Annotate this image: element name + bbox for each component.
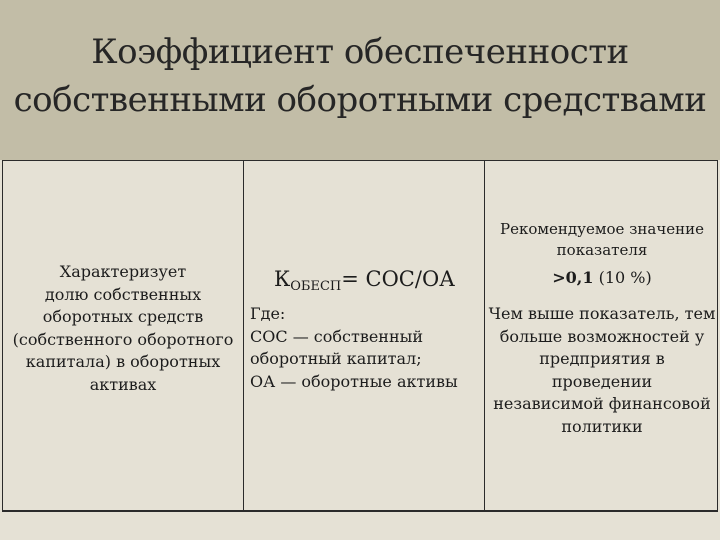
- recommended-value-note: (10 %): [593, 268, 652, 287]
- note-line: независимой финансовой: [493, 394, 711, 413]
- formula-subscript: ОБЕСП: [290, 279, 342, 294]
- note-line: Чем выше показатель, тем: [488, 304, 716, 323]
- formula-symbol: К: [274, 267, 291, 291]
- description-line: Характеризует: [59, 262, 187, 281]
- note-line: больше возможностей у: [499, 326, 705, 346]
- description-line: (собственного оборотного: [12, 329, 234, 349]
- description-text: [3, 261, 243, 396]
- definition-line: ОА — оборотные активы: [250, 371, 458, 391]
- recommended-value-main: >0,1: [552, 268, 594, 287]
- formula-cell: [244, 161, 484, 510]
- description-line: долю собственных: [44, 284, 202, 304]
- formula-expression: [274, 265, 474, 297]
- title-band: [0, 0, 720, 160]
- definition-line: СОС — собственный: [250, 326, 424, 346]
- note-line: проведении: [551, 371, 653, 391]
- definition-line: оборотный капитал;: [250, 349, 422, 368]
- slide-title: [0, 28, 720, 124]
- description-line: оборотных средств: [42, 307, 204, 326]
- description-cell: [3, 161, 243, 510]
- slide-title-line-2: собственными оборотными средствами: [13, 80, 707, 120]
- recommended-value: [485, 267, 719, 289]
- recommended-title: [485, 219, 719, 261]
- note-line: политики: [561, 416, 643, 436]
- recommended-cell: [485, 161, 719, 510]
- slide-title-line-1: Коэффициент обеспеченности: [91, 32, 629, 72]
- where-label: Где:: [250, 304, 286, 323]
- description-line: капитала) в оборотных: [25, 352, 221, 371]
- recommended-title-line: показателя: [556, 241, 648, 259]
- info-table: [2, 160, 718, 512]
- formula-equation: = СОС/ОА: [341, 267, 456, 291]
- description-line: активах: [89, 374, 157, 394]
- recommended-note: [485, 303, 719, 438]
- note-line: предприятия в: [539, 349, 665, 368]
- formula-definitions: [250, 303, 482, 393]
- recommended-title-line: Рекомендуемое значение: [500, 220, 704, 238]
